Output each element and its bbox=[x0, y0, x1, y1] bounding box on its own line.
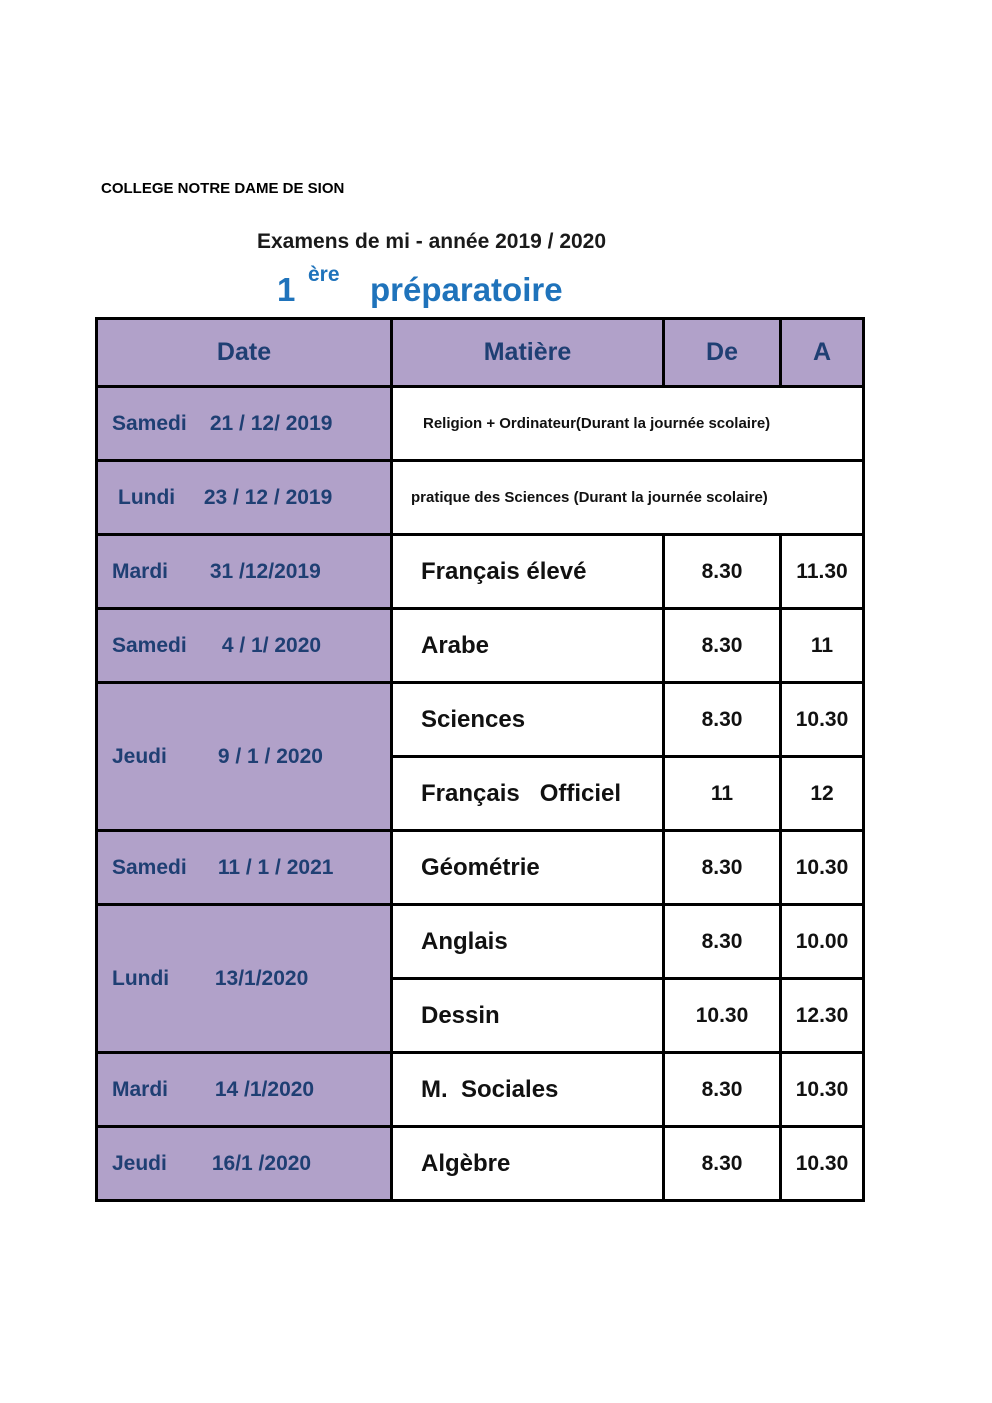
subject-cell: Géométrie bbox=[392, 831, 664, 905]
start-time-cell: 8.30 bbox=[664, 831, 781, 905]
subject-cell: Français élevé bbox=[392, 535, 664, 609]
day-name: Samedi bbox=[112, 633, 187, 657]
start-time-cell: 11 bbox=[664, 757, 781, 831]
start-time-cell: 8.30 bbox=[664, 683, 781, 757]
column-header-from: De bbox=[664, 319, 781, 387]
date-cell bbox=[97, 831, 392, 905]
class-suffix: ère bbox=[308, 263, 340, 286]
column-header-date: Date bbox=[97, 319, 392, 387]
table-row bbox=[97, 535, 864, 609]
school-name: COLLEGE NOTRE DAME DE SION bbox=[101, 180, 345, 197]
start-time-cell: 8.30 bbox=[664, 905, 781, 979]
class-number: 1 bbox=[277, 271, 296, 308]
day-name: Jeudi bbox=[112, 744, 167, 768]
table-header-row bbox=[97, 319, 864, 387]
date-cell bbox=[97, 1053, 392, 1127]
table-row bbox=[97, 905, 864, 979]
start-time-cell: 8.30 bbox=[664, 1127, 781, 1201]
subject-cell: Français Officiel bbox=[392, 757, 664, 831]
date-cell bbox=[97, 683, 392, 831]
date-cell bbox=[97, 609, 392, 683]
table-row bbox=[97, 831, 864, 905]
date-cell bbox=[97, 535, 392, 609]
column-header-to: A bbox=[781, 319, 864, 387]
subject-cell: M. Sociales bbox=[392, 1053, 664, 1127]
table-row bbox=[97, 1127, 864, 1201]
end-time-cell: 10.00 bbox=[781, 905, 864, 979]
start-time-cell: 8.30 bbox=[664, 1053, 781, 1127]
start-time-cell: 8.30 bbox=[664, 609, 781, 683]
subject-cell: Anglais bbox=[392, 905, 664, 979]
date-value: 21 / 12/ 2019 bbox=[209, 411, 333, 435]
date-value: 9 / 1 / 2020 bbox=[217, 744, 323, 768]
table-row bbox=[97, 683, 864, 757]
date-value: 14 /1/2020 bbox=[214, 1077, 315, 1101]
day-name: Samedi bbox=[112, 411, 187, 435]
date-value: 13/1/2020 bbox=[214, 966, 309, 990]
exam-title: Examens de mi - année 2019 / 2020 bbox=[257, 230, 607, 253]
exam-schedule-table bbox=[95, 317, 865, 1202]
date-value: 23 / 12 / 2019 bbox=[203, 485, 333, 509]
date-cell bbox=[97, 905, 392, 1053]
table-row bbox=[97, 461, 864, 535]
date-value: 31 /12/2019 bbox=[209, 559, 321, 583]
date-cell bbox=[97, 1127, 392, 1201]
date-value: 16/1 /2020 bbox=[211, 1151, 312, 1175]
end-time-cell: 10.30 bbox=[781, 1053, 864, 1127]
date-value: 4 / 1/ 2020 bbox=[221, 633, 322, 657]
date-cell bbox=[97, 461, 392, 535]
end-time-cell: 11 bbox=[781, 609, 864, 683]
day-name: Samedi bbox=[112, 855, 187, 879]
date-value: 11 / 1 / 2021 bbox=[217, 855, 334, 879]
note-cell: pratique des Sciences (Durant la journée scolaire) bbox=[392, 461, 864, 535]
subject-cell: Dessin bbox=[392, 979, 664, 1053]
table-row bbox=[97, 387, 864, 461]
column-header-subject: Matière bbox=[392, 319, 664, 387]
end-time-cell: 12.30 bbox=[781, 979, 864, 1053]
subject-cell: Sciences bbox=[392, 683, 664, 757]
date-cell bbox=[97, 387, 392, 461]
class-name: préparatoire bbox=[370, 271, 563, 308]
table-row bbox=[97, 1053, 864, 1127]
end-time-cell: 10.30 bbox=[781, 683, 864, 757]
end-time-cell: 11.30 bbox=[781, 535, 864, 609]
subject-cell: Algèbre bbox=[392, 1127, 664, 1201]
end-time-cell: 10.30 bbox=[781, 831, 864, 905]
day-name: Mardi bbox=[112, 1077, 169, 1101]
day-name: Mardi bbox=[112, 559, 169, 583]
day-name: Lundi bbox=[118, 485, 176, 509]
end-time-cell: 10.30 bbox=[781, 1127, 864, 1201]
start-time-cell: 10.30 bbox=[664, 979, 781, 1053]
end-time-cell: 12 bbox=[781, 757, 864, 831]
day-name: Lundi bbox=[112, 966, 170, 990]
start-time-cell: 8.30 bbox=[664, 535, 781, 609]
table-row bbox=[97, 609, 864, 683]
day-name: Jeudi bbox=[112, 1151, 167, 1175]
note-cell: Religion + Ordinateur(Durant la journée scolaire) bbox=[392, 387, 864, 461]
subject-cell: Arabe bbox=[392, 609, 664, 683]
